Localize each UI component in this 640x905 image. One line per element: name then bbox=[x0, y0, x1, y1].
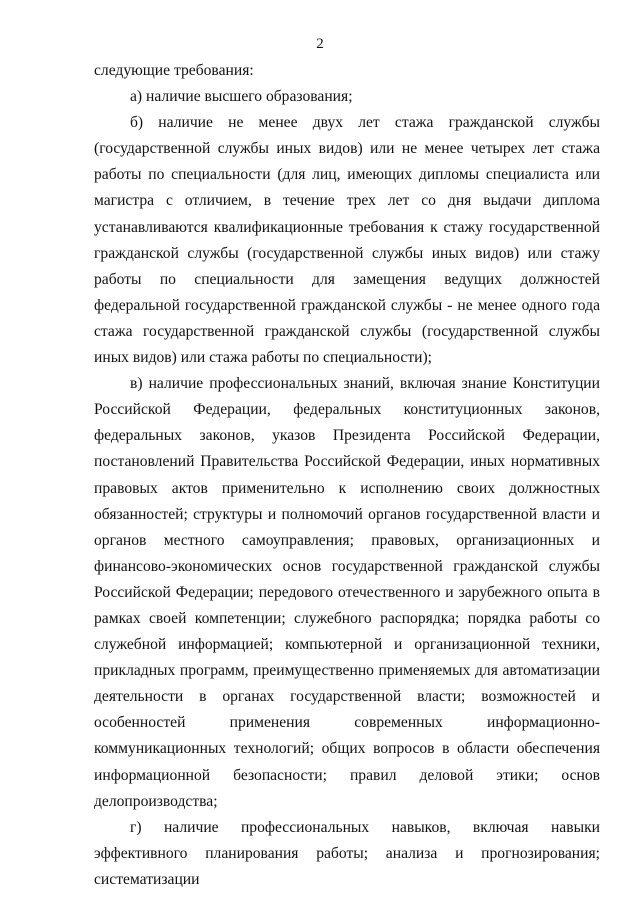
paragraph-item-a: а) наличие высшего образования; bbox=[130, 88, 353, 106]
paragraph-item-b: б) наличие не менее двух лет стажа гражданской службы (государственной службы иных видов) или не менее четырех лет стажа работы по специальности (для лиц, имеющих дипломы специалиста или магистра с отличием, в течение трех лет со дня выдачи диплома устанавливаются квалификационные требования к стажу государственной гражданской службы (государственной службы иных видов) или стажу работы по специальности для замещения ведущих должностей федеральной государственной гражданской службы - не менее одного года стажа государственной гражданской службы (государственной службы иных видов) или стажа работы по специальности); bbox=[94, 114, 600, 367]
page-number: 2 bbox=[316, 36, 324, 52]
paragraph-intro: следующие требования: bbox=[94, 62, 254, 79]
paragraph-item-g: г) наличие профессиональных навыков, включая навыки эффективного планирования работы; анализа и прогнозирования; систематизации bbox=[94, 818, 600, 888]
paragraph-item-v: в) наличие профессиональных знаний, включая знание Конституции Российской Федерации, федеральных конституционных законов, федеральных законов, указов Президента Российской Федерации, постановлений Правительства Российской Федерации, иных нормативных правовых актов применительно к исполнению своих должностных обязанностей; структуры и полномочий органов государственной власти и органов местного самоуправления; правовых, организационных и финансово-экономических основ государственной гражданской службы Российской Федерации; передового отечественного и зарубежного опыта в рамках своей компетенции; служебного распорядка; порядка работы со служебной информацией; компьютерной и организационной техники, прикладных программ, преимущественно применяемых для автоматизации деятельности в органах государственной власти; возможностей и особенностей применения современных информационно-коммуникационных технологий; общих вопросов в области обеспечения информационной безопасности; правил деловой этики; основ делопроизводства; bbox=[94, 375, 600, 810]
document-body bbox=[94, 58, 600, 893]
